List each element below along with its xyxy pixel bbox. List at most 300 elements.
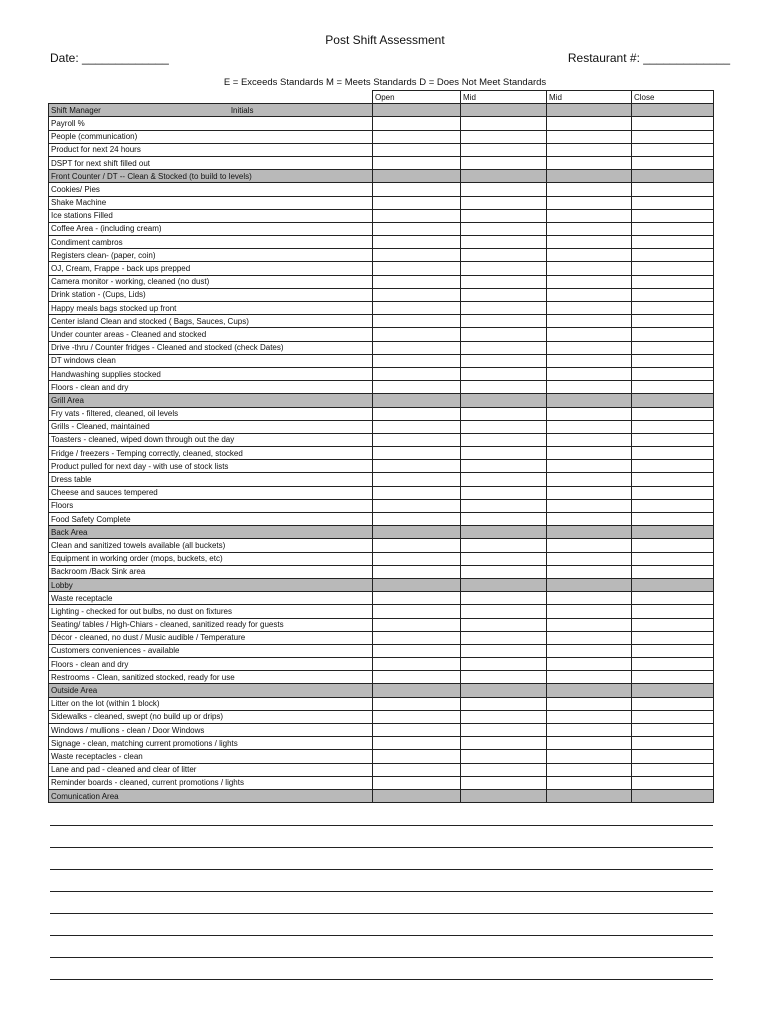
checklist-row (49, 776, 714, 789)
checklist-item-label: DSPT for next shift filled out (49, 156, 373, 169)
rating-cell-mid-2[interactable] (547, 644, 632, 657)
rating-cell-mid-2[interactable] (547, 697, 632, 710)
checklist-row (49, 262, 714, 275)
rating-cell-open[interactable] (373, 433, 461, 446)
checklist-row (49, 724, 714, 737)
rating-cell-mid-2[interactable] (547, 473, 632, 486)
rating-cell-mid-1[interactable] (461, 433, 547, 446)
rating-cell-open[interactable] (373, 750, 461, 763)
checklist-item-label: Under counter areas - Cleaned and stocked (49, 328, 373, 341)
rating-cell-close[interactable] (632, 618, 714, 631)
rating-cell-close[interactable] (632, 354, 714, 367)
rating-cell-open[interactable] (373, 460, 461, 473)
rating-cell-open[interactable] (373, 262, 461, 275)
checklist-item-label: Drink station - (Cups, Lids) (49, 288, 373, 301)
rating-cell-mid-2[interactable] (547, 354, 632, 367)
rating-cell-open[interactable] (373, 789, 461, 802)
rating-cell-open[interactable] (373, 697, 461, 710)
rating-cell-mid-2[interactable] (547, 183, 632, 196)
rating-cell-open[interactable] (373, 671, 461, 684)
rating-cell-mid-1[interactable] (461, 724, 547, 737)
rating-cell-open[interactable] (373, 658, 461, 671)
initials-label: Initials (230, 105, 254, 115)
initials-mid-2-cell[interactable] (547, 104, 632, 117)
checklist-item-label: Floors - clean and dry (49, 658, 373, 671)
initials-close-cell[interactable] (632, 104, 714, 117)
checklist-item-label: DT windows clean (49, 354, 373, 367)
rating-cell-close[interactable] (632, 539, 714, 552)
rating-cell-close[interactable] (632, 222, 714, 235)
checklist-row (49, 288, 714, 301)
rating-cell-open[interactable] (373, 394, 461, 407)
rating-cell-close[interactable] (632, 447, 714, 460)
rating-cell-mid-2[interactable] (547, 552, 632, 565)
rating-cell-mid-1[interactable] (461, 143, 547, 156)
checklist-item-label: Payroll % (49, 117, 373, 130)
rating-cell-mid-2[interactable] (547, 328, 632, 341)
rating-cell-close[interactable] (632, 473, 714, 486)
rating-cell-mid-1[interactable] (461, 156, 547, 169)
rating-cell-mid-1[interactable] (461, 209, 547, 222)
checklist-row (49, 539, 714, 552)
rating-cell-open[interactable] (373, 499, 461, 512)
shift-manager-label: Shift Manager (51, 105, 101, 115)
rating-cell-mid-1[interactable] (461, 407, 547, 420)
checklist-item-label: Equipment in working order (mops, buckets, etc) (49, 552, 373, 565)
section-label: Grill Area (49, 394, 373, 407)
section-header-row (49, 789, 714, 802)
rating-cell-close[interactable] (632, 684, 714, 697)
rating-cell-open[interactable] (373, 710, 461, 723)
rating-cell-mid-2[interactable] (547, 592, 632, 605)
rating-cell-mid-1[interactable] (461, 170, 547, 183)
checklist-row (49, 315, 714, 328)
comment-line[interactable] (50, 869, 713, 870)
section-label: Comunication Area (49, 789, 373, 802)
checklist-row (49, 763, 714, 776)
section-header-row (49, 578, 714, 591)
checklist-item-label: Toasters - cleaned, wiped down through out the day (49, 433, 373, 446)
rating-cell-close[interactable] (632, 249, 714, 262)
rating-cell-mid-2[interactable] (547, 737, 632, 750)
rating-cell-mid-1[interactable] (461, 684, 547, 697)
rating-cell-mid-2[interactable] (547, 420, 632, 433)
rating-cell-close[interactable] (632, 578, 714, 591)
rating-cell-open[interactable] (373, 143, 461, 156)
checklist-row (49, 592, 714, 605)
checklist-item-label: OJ, Cream, Frappe - back ups prepped (49, 262, 373, 275)
rating-cell-close[interactable] (632, 565, 714, 578)
comment-line[interactable] (50, 913, 713, 914)
rating-cell-open[interactable] (373, 407, 461, 420)
checklist-row (49, 407, 714, 420)
rating-cell-mid-2[interactable] (547, 288, 632, 301)
section-label: Lobby (49, 578, 373, 591)
rating-cell-open[interactable] (373, 486, 461, 499)
rating-cell-open[interactable] (373, 354, 461, 367)
rating-cell-mid-2[interactable] (547, 658, 632, 671)
rating-cell-mid-2[interactable] (547, 710, 632, 723)
rating-cell-open[interactable] (373, 288, 461, 301)
checklist-item-label: Drive -thru / Counter fridges - Cleaned and stocked (check Dates) (49, 341, 373, 354)
checklist-item-label: Product pulled for next day - with use of stock lists (49, 460, 373, 473)
rating-cell-mid-2[interactable] (547, 394, 632, 407)
rating-cell-close[interactable] (632, 737, 714, 750)
comment-line[interactable] (50, 891, 713, 892)
checklist-item-label: Product for next 24 hours (49, 143, 373, 156)
rating-cell-close[interactable] (632, 275, 714, 288)
section-header-row (49, 684, 714, 697)
rating-cell-close[interactable] (632, 196, 714, 209)
rating-cell-mid-2[interactable] (547, 262, 632, 275)
rating-cell-mid-1[interactable] (461, 697, 547, 710)
checklist-item-label: Clean and sanitized towels available (all buckets) (49, 539, 373, 552)
rating-cell-close[interactable] (632, 407, 714, 420)
rating-cell-mid-2[interactable] (547, 671, 632, 684)
rating-cell-mid-2[interactable] (547, 578, 632, 591)
rating-cell-close[interactable] (632, 367, 714, 380)
checklist-row (49, 381, 714, 394)
rating-cell-open[interactable] (373, 156, 461, 169)
rating-cell-mid-1[interactable] (461, 499, 547, 512)
rating-cell-open[interactable] (373, 170, 461, 183)
checklist-item-label: Backroom /Back Sink area (49, 565, 373, 578)
checklist-row (49, 433, 714, 446)
rating-cell-close[interactable] (632, 789, 714, 802)
rating-cell-mid-1[interactable] (461, 578, 547, 591)
comment-line[interactable] (50, 847, 713, 848)
checklist-item-label: Lighting - checked for out bulbs, no dust on fixtures (49, 605, 373, 618)
rating-cell-mid-2[interactable] (547, 196, 632, 209)
rating-cell-close[interactable] (632, 183, 714, 196)
checklist-item-label: Ice stations Filled (49, 209, 373, 222)
rating-cell-mid-2[interactable] (547, 236, 632, 249)
rating-cell-mid-1[interactable] (461, 394, 547, 407)
rating-cell-close[interactable] (632, 433, 714, 446)
comment-line[interactable] (50, 979, 713, 980)
rating-cell-open[interactable] (373, 209, 461, 222)
rating-cell-close[interactable] (632, 658, 714, 671)
rating-cell-close[interactable] (632, 724, 714, 737)
checklist-item-label: Camera monitor - working, cleaned (no dust) (49, 275, 373, 288)
rating-cell-close[interactable] (632, 592, 714, 605)
rating-cell-mid-1[interactable] (461, 776, 547, 789)
rating-cell-mid-1[interactable] (461, 552, 547, 565)
rating-cell-mid-1[interactable] (461, 328, 547, 341)
checklist-row (49, 156, 714, 169)
section-header-row (49, 170, 714, 183)
rating-cell-mid-1[interactable] (461, 381, 547, 394)
column-header-mid-2: Mid (547, 91, 632, 104)
rating-cell-mid-2[interactable] (547, 499, 632, 512)
checklist-row (49, 130, 714, 143)
rating-cell-mid-1[interactable] (461, 618, 547, 631)
rating-cell-open[interactable] (373, 117, 461, 130)
rating-cell-mid-1[interactable] (461, 658, 547, 671)
rating-cell-mid-2[interactable] (547, 381, 632, 394)
rating-cell-mid-1[interactable] (461, 763, 547, 776)
rating-cell-mid-1[interactable] (461, 737, 547, 750)
rating-cell-mid-1[interactable] (461, 473, 547, 486)
checklist-item-label: Center island Clean and stocked ( Bags, Sauces, Cups) (49, 315, 373, 328)
checklist-row (49, 328, 714, 341)
rating-cell-close[interactable] (632, 763, 714, 776)
rating-cell-mid-2[interactable] (547, 156, 632, 169)
rating-cell-close[interactable] (632, 302, 714, 315)
rating-cell-close[interactable] (632, 499, 714, 512)
rating-cell-open[interactable] (373, 565, 461, 578)
rating-cell-open[interactable] (373, 684, 461, 697)
rating-cell-mid-2[interactable] (547, 341, 632, 354)
rating-cell-open[interactable] (373, 196, 461, 209)
rating-cell-open[interactable] (373, 302, 461, 315)
checklist-row (49, 249, 714, 262)
rating-cell-mid-1[interactable] (461, 302, 547, 315)
rating-cell-mid-2[interactable] (547, 486, 632, 499)
rating-cell-close[interactable] (632, 513, 714, 526)
checklist-item-label: Floors - clean and dry (49, 381, 373, 394)
checklist-row (49, 196, 714, 209)
checklist-row (49, 513, 714, 526)
rating-cell-close[interactable] (632, 420, 714, 433)
rating-cell-mid-1[interactable] (461, 262, 547, 275)
rating-cell-open[interactable] (373, 631, 461, 644)
rating-cell-mid-2[interactable] (547, 513, 632, 526)
rating-cell-close[interactable] (632, 288, 714, 301)
rating-cell-open[interactable] (373, 592, 461, 605)
rating-cell-mid-2[interactable] (547, 302, 632, 315)
rating-cell-mid-2[interactable] (547, 565, 632, 578)
rating-cell-close[interactable] (632, 644, 714, 657)
rating-cell-mid-2[interactable] (547, 763, 632, 776)
rating-cell-mid-1[interactable] (461, 605, 547, 618)
rating-cell-open[interactable] (373, 315, 461, 328)
rating-cell-mid-1[interactable] (461, 592, 547, 605)
rating-cell-mid-1[interactable] (461, 236, 547, 249)
rating-cell-close[interactable] (632, 671, 714, 684)
rating-cell-mid-2[interactable] (547, 605, 632, 618)
rating-cell-mid-1[interactable] (461, 565, 547, 578)
rating-cell-mid-1[interactable] (461, 249, 547, 262)
rating-cell-mid-1[interactable] (461, 222, 547, 235)
rating-cell-mid-1[interactable] (461, 750, 547, 763)
rating-cell-open[interactable] (373, 526, 461, 539)
rating-cell-mid-1[interactable] (461, 354, 547, 367)
rating-cell-mid-2[interactable] (547, 724, 632, 737)
checklist-row (49, 460, 714, 473)
rating-cell-open[interactable] (373, 776, 461, 789)
checklist-row (49, 605, 714, 618)
rating-cell-mid-1[interactable] (461, 671, 547, 684)
rating-cell-open[interactable] (373, 552, 461, 565)
checklist-row (49, 447, 714, 460)
column-header-mid-1: Mid (461, 91, 547, 104)
checklist-item-label: Handwashing supplies stocked (49, 367, 373, 380)
rating-cell-mid-1[interactable] (461, 513, 547, 526)
rating-cell-open[interactable] (373, 328, 461, 341)
rating-cell-mid-1[interactable] (461, 341, 547, 354)
rating-cell-mid-1[interactable] (461, 420, 547, 433)
rating-cell-open[interactable] (373, 763, 461, 776)
rating-cell-mid-1[interactable] (461, 447, 547, 460)
comment-line[interactable] (50, 935, 713, 936)
checklist-row (49, 750, 714, 763)
rating-cell-close[interactable] (632, 328, 714, 341)
rating-cell-close[interactable] (632, 236, 714, 249)
rating-cell-mid-1[interactable] (461, 486, 547, 499)
rating-cell-mid-2[interactable] (547, 539, 632, 552)
rating-cell-open[interactable] (373, 447, 461, 460)
rating-cell-mid-2[interactable] (547, 315, 632, 328)
checklist-item-label: Cheese and sauces tempered (49, 486, 373, 499)
rating-cell-mid-2[interactable] (547, 249, 632, 262)
rating-cell-mid-2[interactable] (547, 170, 632, 183)
checklist-item-label: Litter on the lot (within 1 block) (49, 697, 373, 710)
rating-cell-close[interactable] (632, 631, 714, 644)
rating-cell-mid-1[interactable] (461, 539, 547, 552)
rating-cell-mid-1[interactable] (461, 460, 547, 473)
checklist-item-label: Windows / mullions - clean / Door Windows (49, 724, 373, 737)
rating-cell-close[interactable] (632, 460, 714, 473)
rating-cell-mid-2[interactable] (547, 789, 632, 802)
rating-cell-mid-2[interactable] (547, 631, 632, 644)
section-label: Front Counter / DT -- Clean & Stocked (to build to levels) (49, 170, 373, 183)
shift-manager-cell (49, 104, 373, 117)
rating-cell-mid-1[interactable] (461, 183, 547, 196)
rating-cell-open[interactable] (373, 420, 461, 433)
rating-cell-mid-1[interactable] (461, 288, 547, 301)
rating-cell-open[interactable] (373, 275, 461, 288)
checklist-row (49, 117, 714, 130)
initials-open-cell[interactable] (373, 104, 461, 117)
rating-cell-open[interactable] (373, 236, 461, 249)
checklist-item-label: Décor - cleaned, no dust / Music audible / Temperature (49, 631, 373, 644)
rating-cell-close[interactable] (632, 605, 714, 618)
checklist-row (49, 341, 714, 354)
rating-cell-open[interactable] (373, 341, 461, 354)
rating-cell-mid-1[interactable] (461, 526, 547, 539)
checklist-item-label: Waste receptacles - clean (49, 750, 373, 763)
rating-cell-mid-2[interactable] (547, 460, 632, 473)
checklist-item-label: Cookies/ Pies (49, 183, 373, 196)
rating-cell-mid-2[interactable] (547, 407, 632, 420)
rating-cell-open[interactable] (373, 249, 461, 262)
rating-cell-mid-1[interactable] (461, 130, 547, 143)
comment-line[interactable] (50, 957, 713, 958)
rating-cell-mid-2[interactable] (547, 776, 632, 789)
rating-cell-open[interactable] (373, 183, 461, 196)
rating-cell-open[interactable] (373, 367, 461, 380)
checklist-row (49, 644, 714, 657)
rating-cell-mid-1[interactable] (461, 315, 547, 328)
rating-cell-close[interactable] (632, 117, 714, 130)
rating-cell-mid-2[interactable] (547, 433, 632, 446)
rating-cell-mid-1[interactable] (461, 710, 547, 723)
rating-cell-mid-2[interactable] (547, 143, 632, 156)
rating-cell-close[interactable] (632, 143, 714, 156)
assessment-table (48, 90, 714, 803)
rating-cell-close[interactable] (632, 209, 714, 222)
rating-cell-mid-1[interactable] (461, 367, 547, 380)
rating-cell-mid-1[interactable] (461, 644, 547, 657)
rating-cell-open[interactable] (373, 605, 461, 618)
rating-cell-mid-1[interactable] (461, 275, 547, 288)
rating-cell-mid-2[interactable] (547, 618, 632, 631)
rating-cell-mid-2[interactable] (547, 684, 632, 697)
rating-cell-open[interactable] (373, 513, 461, 526)
restaurant-number-field[interactable]: Restaurant #: _____________ (567, 51, 730, 65)
checklist-item-label: Fridge / freezers - Temping correctly, cleaned, stocked (49, 447, 373, 460)
rating-cell-mid-2[interactable] (547, 447, 632, 460)
rating-cell-close[interactable] (632, 710, 714, 723)
rating-cell-close[interactable] (632, 776, 714, 789)
rating-cell-open[interactable] (373, 130, 461, 143)
rating-cell-close[interactable] (632, 262, 714, 275)
column-header-close: Close (632, 91, 714, 104)
rating-cell-mid-2[interactable] (547, 275, 632, 288)
rating-cell-mid-1[interactable] (461, 196, 547, 209)
rating-cell-close[interactable] (632, 552, 714, 565)
rating-cell-open[interactable] (373, 222, 461, 235)
rating-cell-mid-2[interactable] (547, 526, 632, 539)
rating-cell-mid-2[interactable] (547, 367, 632, 380)
checklist-row (49, 486, 714, 499)
rating-cell-close[interactable] (632, 130, 714, 143)
rating-cell-mid-2[interactable] (547, 209, 632, 222)
date-field[interactable]: Date: _____________ (50, 51, 169, 65)
rating-cell-open[interactable] (373, 578, 461, 591)
rating-cell-close[interactable] (632, 341, 714, 354)
rating-cell-close[interactable] (632, 526, 714, 539)
rating-cell-close[interactable] (632, 315, 714, 328)
initials-mid-1-cell[interactable] (461, 104, 547, 117)
checklist-item-label: Fry vats - filtered, cleaned, oil levels (49, 407, 373, 420)
rating-cell-mid-2[interactable] (547, 222, 632, 235)
rating-cell-close[interactable] (632, 750, 714, 763)
rating-cell-mid-1[interactable] (461, 631, 547, 644)
rating-cell-close[interactable] (632, 394, 714, 407)
checklist-item-label: Coffee Area - (including cream) (49, 222, 373, 235)
rating-cell-close[interactable] (632, 486, 714, 499)
checklist-row (49, 552, 714, 565)
checklist-item-label: Reminder boards - cleaned, current promotions / lights (49, 776, 373, 789)
checklist-row (49, 737, 714, 750)
rating-cell-open[interactable] (373, 724, 461, 737)
rating-cell-open[interactable] (373, 381, 461, 394)
rating-cell-open[interactable] (373, 644, 461, 657)
rating-cell-mid-2[interactable] (547, 750, 632, 763)
section-header-row (49, 526, 714, 539)
rating-cell-mid-1[interactable] (461, 117, 547, 130)
rating-cell-mid-2[interactable] (547, 130, 632, 143)
checklist-item-label: Grills - Cleaned, maintained (49, 420, 373, 433)
checklist-item-label: Restrooms - Clean, sanitized stocked, ready for use (49, 671, 373, 684)
rating-cell-open[interactable] (373, 618, 461, 631)
rating-cell-close[interactable] (632, 381, 714, 394)
rating-cell-close[interactable] (632, 170, 714, 183)
rating-cell-open[interactable] (373, 539, 461, 552)
rating-cell-open[interactable] (373, 737, 461, 750)
checklist-row (49, 302, 714, 315)
checklist-item-label: Waste receptacle (49, 592, 373, 605)
rating-cell-mid-2[interactable] (547, 117, 632, 130)
rating-cell-close[interactable] (632, 697, 714, 710)
rating-cell-open[interactable] (373, 473, 461, 486)
rating-cell-close[interactable] (632, 156, 714, 169)
checklist-item-label: Signage - clean, matching current promotions / lights (49, 737, 373, 750)
comment-line[interactable] (50, 825, 713, 826)
rating-cell-mid-1[interactable] (461, 789, 547, 802)
